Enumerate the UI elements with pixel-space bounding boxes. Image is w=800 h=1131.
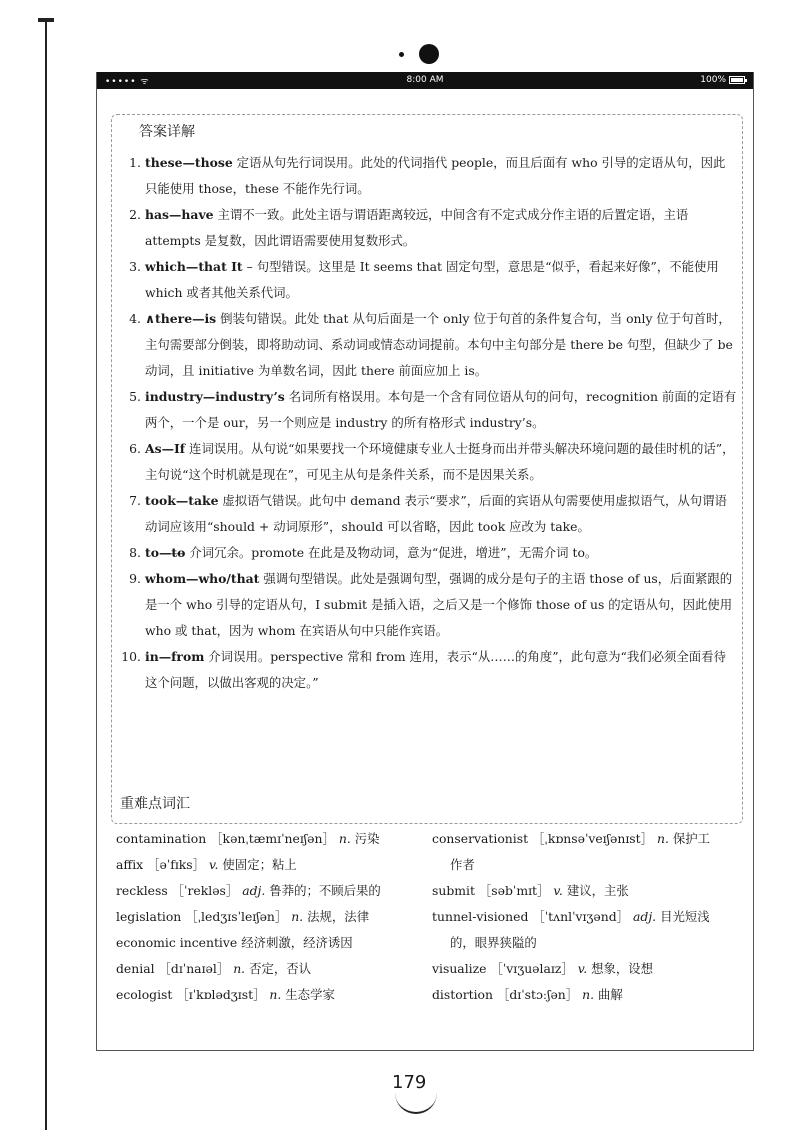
answer-number: 4. [129, 311, 141, 326]
vocab-definition-cont: 的，眼界狭隘的 [450, 935, 537, 950]
clock: 8:00 AM [406, 75, 444, 85]
vocab-phonetic: ［ˈtʌnlˈvɪʒənd］ [532, 909, 630, 924]
binding-rule-cap [38, 18, 54, 22]
vocab-entry [116, 852, 416, 878]
vocab-definition: 使固定；粘上 [222, 857, 297, 872]
vocab-list-left [116, 826, 416, 1008]
vocab-phonetic: ［ˌledʒɪsˈleɪʃən］ [185, 909, 288, 924]
vocab-definition: 鲁莽的；不顾后果的 [269, 883, 381, 898]
vocab-word: distortion [432, 987, 493, 1002]
signal-indicator: ••••• ᯤ [105, 77, 150, 87]
vocab-pos: n. [291, 909, 304, 924]
vocab-entry [432, 904, 732, 930]
answer-number: 3. [129, 259, 141, 274]
vocab-pos: v. [553, 883, 563, 898]
answer-explanation: 名词所有格误用。本句是一个含有同位语从句的问句，recognition 前面的定语有两个，一个是 our，另一个则应是 industry 的所有格形式 industry’s。 [145, 389, 737, 430]
vocab-word: reckless [116, 883, 168, 898]
answer-number: 10. [121, 649, 141, 664]
vocab-phonetic: ［əˈfɪks］ [147, 857, 206, 872]
answer-number: 9. [129, 571, 141, 586]
vocab-definition: 曲解 [598, 987, 623, 1002]
answer-correction: to—t̶o̶ [145, 545, 186, 560]
answer-correction: industry—industry’s [145, 389, 285, 404]
vocab-entry [116, 904, 416, 930]
vocab-definition: 建议，主张 [566, 883, 629, 898]
answer-correction: ∧there—is [145, 311, 217, 326]
answer-correction: in—from [145, 649, 205, 664]
vocab-definition: 法规，法律 [307, 909, 370, 924]
answer-explanation: 介词误用。perspective 常和 from 连用，表示“从……的角度”，此句意为“我们必须全面看待这个问题，以做出客观的决定。” [145, 649, 726, 690]
vocab-entry [116, 878, 416, 904]
answer-item [119, 540, 737, 566]
vocab-definition: 目光短浅 [660, 909, 710, 924]
vocab-pos: v. [577, 961, 588, 976]
vocab-phonetic: ［kənˌtæmɪˈneɪʃən］ [210, 831, 335, 846]
answer-item [119, 254, 737, 306]
answer-explanation: 强调句型错误。此处是强调句型，强调的成分是句子的主语 those of us，后面紧跟的是一个 who 引导的定语从句，I submit 是插入语，之后又是一个修饰 those of us 的定语从句，因此使用 who 或 that，因为 whom 在宾语从句中只能作宾语。 [145, 571, 733, 638]
vocab-entry [116, 930, 416, 956]
answer-title: 答案详解 [133, 121, 201, 141]
answer-item [119, 202, 737, 254]
vocab-phonetic: ［dɪˈnaɪəl］ [158, 961, 230, 976]
vocab-title: 重难点词汇 [120, 796, 190, 812]
vocab-definition: 污染 [354, 831, 380, 846]
vocab-word: economic incentive [116, 935, 238, 950]
vocab-pos: n. [582, 987, 595, 1002]
vocab-pos: n. [338, 831, 351, 846]
vocab-pos: adj. [242, 883, 266, 898]
answer-explanation: 连词误用。从句说“如果要找一个环境健康专业人士挺身而出并带头解决环境问题的最佳时机的话”，主句说“这个时机就是现在”，可见主从句是条件关系，而不是因果关系。 [145, 441, 735, 482]
answer-correction: took—take [145, 493, 219, 508]
answer-item [119, 150, 737, 202]
battery-indicator [700, 75, 745, 85]
vocab-entry [432, 982, 732, 1008]
answer-number: 2. [129, 207, 141, 222]
answer-explanation: – 句型错误。这里是 It seems that 固定句型，意思是“似乎，看起来好像”，不能使用 which 或者其他关系代词。 [145, 259, 719, 300]
vocab-phonetic: ［ˈrekləs］ [171, 883, 239, 898]
page-number: 179 [392, 1072, 427, 1093]
answer-item [119, 306, 737, 384]
vocab-phonetic: ［ˌkɒnsəˈveɪʃənɪst］ [532, 831, 654, 846]
answer-list [119, 150, 737, 696]
vocab-word: tunnel-visioned [432, 909, 529, 924]
vocab-word: legislation [116, 909, 182, 924]
vocab-phonetic: ［səbˈmɪt］ [478, 883, 550, 898]
answer-correction: has—have [145, 207, 214, 222]
vocab-word: visualize [432, 961, 487, 976]
vocab-definition: 否定，否认 [249, 961, 312, 976]
answer-item [119, 644, 737, 696]
vocab-entry [116, 826, 416, 852]
vocab-list-right [432, 826, 732, 1008]
vocab-pos: n. [233, 961, 246, 976]
answer-item [119, 436, 737, 488]
status-bar [97, 72, 753, 89]
vocab-word: denial [116, 961, 155, 976]
vocab-entry [116, 956, 416, 982]
vocab-pos: v. [209, 857, 219, 872]
vocab-entry [432, 956, 732, 982]
vocab-entry [116, 982, 416, 1008]
vocab-phonetic: ［dɪˈstɔːʃən］ [496, 987, 579, 1002]
vocab-phonetic: ［ɪˈkɒlədʒɪst］ [176, 987, 266, 1002]
answer-number: 1. [129, 155, 141, 170]
answer-explanation: 定语从句先行词误用。此处的代词指代 people，而且后面有 who 引导的定语从句，因此只能使用 those，these 不能作先行词。 [145, 155, 726, 196]
vocab-word: affix [116, 857, 144, 872]
answer-explanation: 主谓不一致。此处主语与谓语距离较远，中间含有不定式成分作主语的后置定语，主语 attempts 是复数，因此谓语需要使用复数形式。 [145, 207, 689, 248]
vocab-entry [432, 826, 732, 852]
vocab-entry [432, 878, 732, 904]
vocab-word: contamination [116, 831, 207, 846]
vocab-definition-cont: 作者 [450, 857, 475, 872]
answer-number: 5. [129, 389, 141, 404]
answer-correction: which—that It [145, 259, 243, 274]
battery-percent: 100% [700, 75, 726, 85]
answer-correction: As—If [145, 441, 186, 456]
answer-explanation: 虚拟语气错误。此句中 demand 表示“要求”，后面的宾语从句需要使用虚拟语气，从句谓语动词应该用“should + 动词原形”，should 可以省略，因此 took 应改为 take。 [145, 493, 727, 534]
vocab-definition: 保护工 [672, 831, 711, 846]
vocab-definition: 经济刺激，经济诱因 [241, 935, 353, 950]
vocab-pos: n. [269, 987, 282, 1002]
battery-icon [729, 76, 745, 84]
answer-number: 6. [129, 441, 141, 456]
answer-item [119, 488, 737, 540]
vocab-pos: adj. [633, 909, 657, 924]
answer-explanation: 介词冗余。promote 在此是及物动词，意为“促进，增进”，无需介词 to。 [185, 545, 598, 560]
answer-number: 7. [129, 493, 141, 508]
vocab-pos: n. [656, 831, 669, 846]
answer-number: 8. [129, 545, 141, 560]
vocab-word: ecologist [116, 987, 173, 1002]
answer-correction: these—those [145, 155, 233, 170]
vocab-definition: 想象，设想 [591, 961, 654, 976]
answer-correction: whom—who/that [145, 571, 260, 586]
camera-lens [419, 44, 439, 64]
vocab-word: submit [432, 883, 475, 898]
vocab-phonetic: ［ˈvɪʒuəlaɪz］ [490, 961, 574, 976]
binding-rule [45, 20, 47, 1130]
vocab-definition: 生态学家 [285, 987, 335, 1002]
sensor-dot [399, 52, 404, 57]
answer-item [119, 566, 737, 644]
answer-item [119, 384, 737, 436]
vocab-word: conservationist [432, 831, 529, 846]
answer-explanation: 倒装句错误。此处 that 从句后面是一个 only 位于句首的条件复合句，当 only 位于句首时，主句需要部分倒装，即将助动词、系动词或情态动词提前。本句中主句部分是 there be 句型，但缺少了 be 动词，且 initiative 为单数名词，因此 there 前面应加上 is。 [145, 311, 733, 378]
